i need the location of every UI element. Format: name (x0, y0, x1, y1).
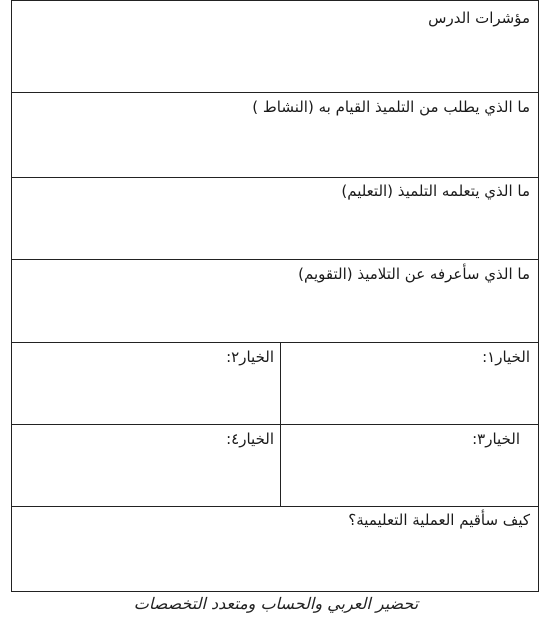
assessment-label: ما الذي سأعرفه عن التلاميذ (التقويم) (298, 265, 530, 283)
activity-label: ما الذي يطلب من التلميذ القيام به (النشاط ) (252, 98, 530, 116)
option-3-label: الخيار٣: (472, 430, 520, 448)
option-2-label: الخيار٢: (226, 348, 274, 366)
lesson-indicators-section (12, 1, 538, 93)
assessment-section (12, 260, 538, 343)
column-divider (280, 343, 281, 424)
lesson-indicators-label: مؤشرات الدرس (428, 9, 530, 27)
activity-section (12, 93, 538, 178)
learning-section (12, 178, 538, 260)
option-1-label: الخيار١: (482, 348, 530, 366)
evaluation-label: كيف سأقيم العملية التعليمية؟ (348, 511, 530, 529)
footer-caption: تحضير العربي والحساب ومتعدد التخصصات (133, 594, 419, 613)
lesson-plan-form (11, 0, 539, 592)
column-divider (280, 425, 281, 506)
options-row-1 (12, 343, 538, 425)
options-row-2 (12, 425, 538, 507)
evaluation-section (12, 507, 538, 593)
option-4-label: الخيار٤: (226, 430, 274, 448)
learning-label: ما الذي يتعلمه التلميذ (التعليم) (341, 182, 530, 200)
